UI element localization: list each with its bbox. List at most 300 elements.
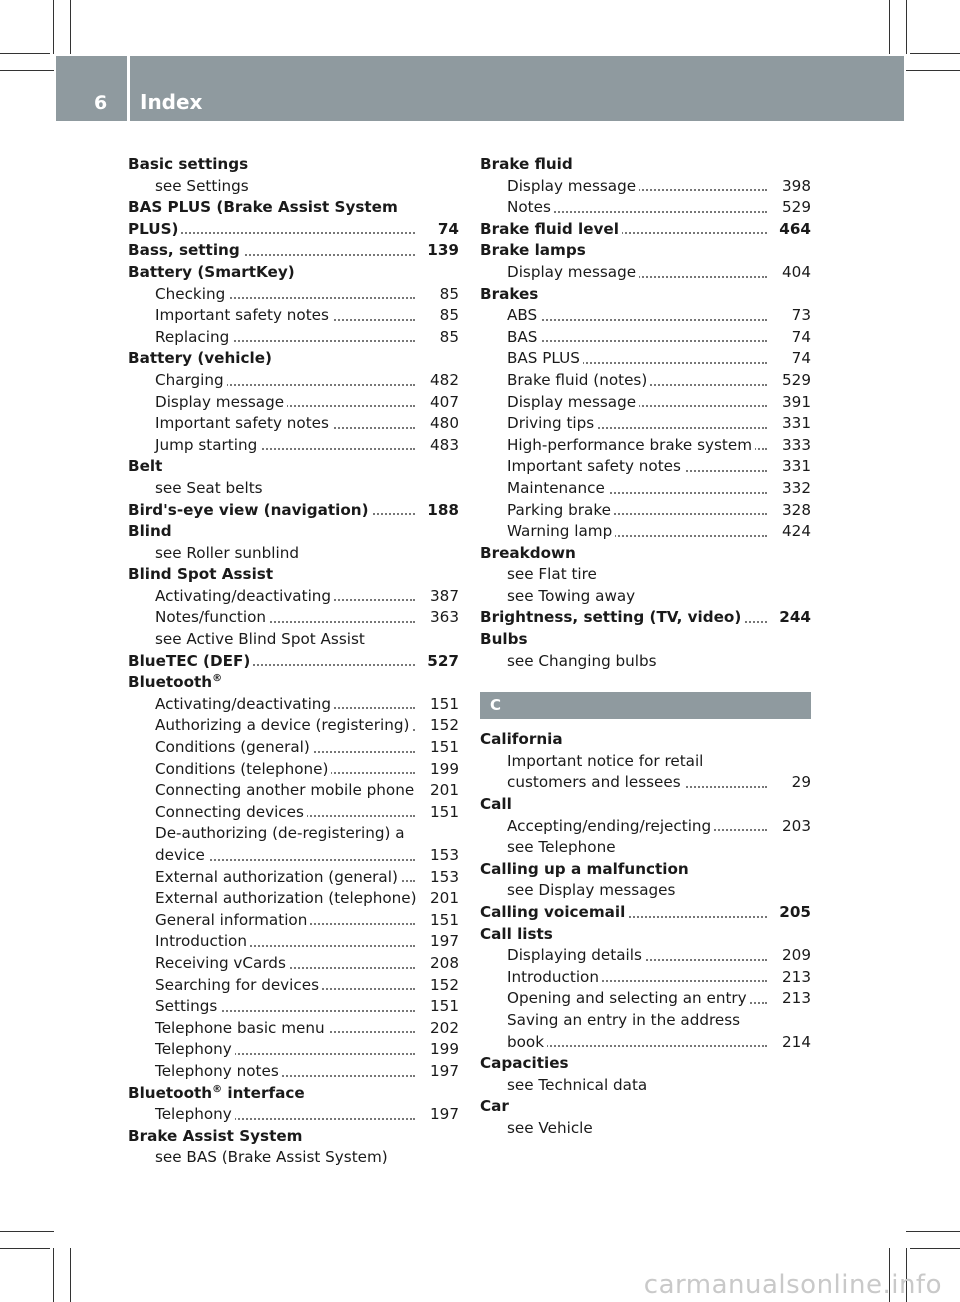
- crop-mark: [906, 70, 960, 71]
- entry-label: PLUS): [128, 219, 179, 238]
- index-subentry: [128, 759, 459, 781]
- entry-label: Brake fluid: [480, 155, 573, 173]
- entry-label: Connecting devices: [155, 802, 304, 821]
- index-subentry: [128, 802, 459, 824]
- section-letter-bar: C: [480, 692, 811, 719]
- page-number: 6: [94, 92, 108, 114]
- entry-text: [507, 946, 645, 964]
- watermark: carmanualsonline.info: [643, 1270, 942, 1300]
- entry-label: Battery (SmartKey): [128, 262, 295, 281]
- entry-label: Settings: [155, 997, 218, 1016]
- page-ref: 391: [779, 392, 811, 414]
- page-ref: 407: [427, 392, 459, 414]
- entry-label: Bluetooth: [128, 673, 213, 692]
- page-ref: 332: [779, 478, 811, 500]
- page-ref: 529: [779, 197, 811, 219]
- entry-label: BlueTEC (DEF): [128, 651, 251, 670]
- index-subentry: [128, 888, 459, 910]
- entry-label: De-authorizing (de-registering) a: [155, 824, 405, 843]
- entry-text: [507, 1011, 740, 1029]
- entry-label: customers and lessees: [507, 773, 681, 792]
- page-ref: 203: [779, 816, 811, 838]
- entry-label: Call lists: [480, 924, 553, 943]
- entry-label: Calling up a malfunction: [480, 859, 689, 878]
- entry-text: [155, 976, 322, 994]
- page-ref: 85: [437, 327, 459, 349]
- entry-text: [155, 846, 208, 864]
- index-subentry: [128, 1018, 459, 1040]
- entry-text: [507, 1033, 547, 1051]
- index-subentry: [480, 521, 811, 543]
- crop-mark: [53, 0, 54, 54]
- entry-text: [155, 1105, 235, 1123]
- entry-text: [155, 997, 220, 1015]
- index-subentry: [128, 1061, 459, 1083]
- entry-text: [128, 155, 248, 173]
- index-heading: [480, 924, 811, 946]
- index-subentry: [480, 327, 811, 349]
- entry-label: Brake lamps: [480, 241, 586, 260]
- page-ref: 74: [435, 219, 459, 241]
- entry-text: [507, 371, 650, 389]
- entry-label: Receiving vCards: [155, 953, 286, 972]
- page-ref: 404: [779, 262, 811, 284]
- entry-label: see Vehicle: [507, 1118, 593, 1137]
- entry-text: [507, 501, 614, 519]
- entry-text: [155, 932, 250, 950]
- page-ref: 209: [779, 945, 811, 967]
- index-subentry: [128, 478, 459, 500]
- entry-text: [128, 198, 398, 216]
- page-ref: 73: [789, 305, 811, 327]
- entry-text: [480, 285, 538, 303]
- entry-text: [507, 565, 597, 583]
- entry-label: Warning lamp: [507, 522, 613, 541]
- page-ref: 387: [427, 586, 459, 608]
- entry-label: Display message: [507, 262, 637, 281]
- entry-text: [128, 349, 272, 367]
- index-subentry: [128, 1039, 459, 1061]
- entry-text: [128, 263, 295, 281]
- page-ref: 151: [427, 802, 459, 824]
- index-subentry: [128, 607, 459, 629]
- entry-text: [507, 436, 755, 454]
- entry-text: [155, 371, 227, 389]
- index-subentry: [128, 370, 459, 392]
- page-ref: 331: [779, 413, 811, 435]
- entry-label: Brake Assist System: [128, 1126, 303, 1145]
- entry-text: [507, 1119, 593, 1137]
- page-ref: 214: [779, 1032, 811, 1054]
- index-column-left: [128, 154, 459, 1169]
- entry-text: [507, 838, 616, 856]
- entry-text: [155, 436, 260, 454]
- entry-text: [507, 652, 657, 670]
- index-subentry: [480, 564, 811, 586]
- entry-text: [155, 889, 420, 907]
- page-ref: 483: [427, 435, 459, 457]
- entry-text: [507, 522, 615, 540]
- entry-label: Telephony: [155, 1040, 232, 1059]
- entry-label: External authorization (general): [155, 867, 398, 886]
- page-ref: 152: [427, 975, 459, 997]
- index-heading: [480, 154, 811, 176]
- index-subentry: [128, 435, 459, 457]
- index-subentry: [128, 931, 459, 953]
- entry-text: [507, 587, 635, 605]
- entry-text: [155, 414, 332, 432]
- index-heading: [128, 240, 459, 262]
- entry-label: Conditions (telephone): [155, 759, 329, 778]
- crop-mark: [70, 0, 71, 54]
- entry-text: [155, 760, 331, 778]
- crop-mark: [70, 1248, 71, 1302]
- entry-text: [507, 752, 703, 770]
- page-ref: 85: [437, 284, 459, 306]
- page-ref: 333: [779, 435, 811, 457]
- entry-text: [507, 306, 540, 324]
- entry-text: [155, 544, 299, 562]
- entry-text: [480, 155, 573, 173]
- index-subentry: [128, 953, 459, 975]
- entry-label: Battery (vehicle): [128, 349, 272, 368]
- index-heading: [480, 284, 811, 306]
- index-subentry: [128, 694, 459, 716]
- entry-text: [507, 349, 583, 367]
- entry-label: Belt: [128, 457, 163, 476]
- entry-label: Call: [480, 795, 512, 814]
- page-ref: 151: [427, 910, 459, 932]
- entry-label: see Display messages: [507, 881, 676, 900]
- page-ref: 199: [427, 1039, 459, 1061]
- index-subentry: [480, 435, 811, 457]
- entry-label: High-performance brake system: [507, 435, 753, 454]
- index-subentry: [128, 1104, 459, 1126]
- page-ref: 424: [779, 521, 811, 543]
- entry-text: [155, 1019, 328, 1037]
- page-title: Index: [140, 90, 203, 114]
- entry-text: [128, 220, 181, 238]
- index-heading: [128, 154, 459, 176]
- entry-label: Brightness, setting (TV, video): [480, 608, 742, 627]
- entry-label: see Roller sunblind: [155, 543, 299, 562]
- entry-label: Important notice for retail: [507, 751, 704, 770]
- page-ref: 74: [789, 327, 811, 349]
- entry-label: see Telephone: [507, 838, 616, 857]
- index-heading: [480, 859, 811, 881]
- crop-mark: [906, 1231, 960, 1232]
- index-subentry: [480, 651, 811, 673]
- entry-label: Display message: [507, 392, 637, 411]
- entry-text: [480, 795, 512, 813]
- index-subentry: [128, 845, 459, 867]
- index-subentry: [128, 823, 459, 845]
- entry-text: [155, 1062, 282, 1080]
- entry-text: [155, 824, 405, 842]
- entry-label: Bass, setting: [128, 241, 240, 260]
- index-subentry: [480, 1118, 811, 1140]
- index-subentry: [480, 348, 811, 370]
- index-heading: [128, 262, 459, 284]
- entry-text: [128, 501, 372, 519]
- entry-text: [507, 263, 639, 281]
- entry-label: Telephony notes: [155, 1061, 279, 1080]
- index-subentry: [480, 478, 811, 500]
- entry-label: Car: [480, 1097, 509, 1116]
- entry-label: Brake fluid (notes): [507, 370, 648, 389]
- index-subentry: [480, 1075, 811, 1097]
- index-subentry: [480, 772, 811, 794]
- entry-text: [155, 479, 263, 497]
- entry-label: Introduction: [155, 932, 247, 951]
- entry-label: see Flat tire: [507, 565, 597, 584]
- index-column-right: [480, 154, 811, 1140]
- entry-label: Important safety notes: [507, 457, 681, 476]
- index-subentry: [480, 176, 811, 198]
- entry-text: [155, 911, 310, 929]
- index-subentry: [480, 988, 811, 1010]
- index-heading: [128, 219, 459, 241]
- page-ref: 208: [427, 953, 459, 975]
- entry-text: [155, 306, 332, 324]
- index-subentry: [480, 1010, 811, 1032]
- index-subentry: [480, 1032, 811, 1054]
- entry-text: [507, 817, 714, 835]
- index-subentry: [480, 197, 811, 219]
- entry-text: [507, 479, 608, 497]
- page-ref: 139: [424, 240, 459, 262]
- entry-label: External authorization (telephone): [155, 889, 417, 908]
- entry-text: [507, 881, 675, 899]
- page-ref: 197: [427, 931, 459, 953]
- page-ref: 398: [779, 176, 811, 198]
- index-heading: [480, 543, 811, 565]
- page-ref: 202: [427, 1018, 459, 1040]
- index-subentry: [128, 910, 459, 932]
- entry-text: [155, 608, 269, 626]
- index-subentry: [480, 945, 811, 967]
- index-subentry: [128, 1147, 459, 1169]
- page-ref: 152: [427, 715, 459, 737]
- page-ref: 331: [779, 456, 811, 478]
- entry-text: [507, 177, 639, 195]
- entry-label: see Technical data: [507, 1075, 648, 1094]
- entry-label: Maintenance: [507, 478, 605, 497]
- index-heading: [128, 651, 459, 673]
- entry-label: Important safety notes: [155, 414, 329, 433]
- entry-label: Accepting/ending/rejecting: [507, 816, 712, 835]
- entry-label: Replacing: [155, 327, 230, 346]
- index-subentry: [480, 413, 811, 435]
- entry-label: Display message: [507, 176, 637, 195]
- entry-text: [480, 925, 553, 943]
- entry-text: [507, 414, 597, 432]
- index-heading: [480, 607, 811, 629]
- index-heading: [128, 456, 459, 478]
- entry-text: [155, 630, 365, 648]
- entry-text: [155, 738, 313, 756]
- index-heading: [128, 1126, 459, 1148]
- entry-label: Calling voicemail: [480, 903, 626, 921]
- entry-text: [128, 652, 253, 670]
- entry-text: [480, 1054, 569, 1072]
- page-ref: 482: [427, 370, 459, 392]
- entry-text: [507, 198, 554, 216]
- index-subentry: [480, 262, 811, 284]
- entry-text: [507, 773, 684, 791]
- entry-text: [155, 587, 334, 605]
- page-ref: 213: [779, 988, 811, 1010]
- entry-text: [155, 177, 249, 195]
- index-subentry: [480, 586, 811, 608]
- entry-label: Telephone basic menu: [155, 1018, 325, 1037]
- registered-mark: ®: [212, 1083, 223, 1095]
- index-subentry: [128, 996, 459, 1018]
- index-subentry: [480, 967, 811, 989]
- header-divider: [127, 56, 130, 121]
- entry-text: [480, 860, 689, 878]
- index-subentry: [128, 975, 459, 997]
- crop-mark: [0, 53, 50, 54]
- entry-text: [128, 457, 162, 475]
- index-heading: [480, 1053, 811, 1075]
- entry-text: [480, 903, 628, 921]
- page-ref: 328: [779, 500, 811, 522]
- index-subentry: [480, 880, 811, 902]
- entry-text: [128, 1084, 305, 1102]
- index-heading: [128, 672, 459, 694]
- index-subentry: [128, 327, 459, 349]
- entry-label: device: [155, 846, 205, 864]
- entry-label: Jump starting: [155, 435, 258, 454]
- entry-text: [155, 393, 287, 411]
- entry-label: Searching for devices: [155, 975, 319, 994]
- entry-label: Bulbs: [480, 630, 528, 649]
- entry-label: Notes/function: [155, 608, 267, 627]
- index-subentry: [128, 392, 459, 414]
- page-ref: 201: [427, 888, 459, 910]
- index-subentry: [480, 392, 811, 414]
- entry-text: [155, 1040, 235, 1058]
- entry-text: [507, 457, 684, 475]
- index-subentry: [480, 456, 811, 478]
- crop-mark: [53, 1248, 54, 1302]
- index-heading: [480, 794, 811, 816]
- page-ref: 29: [789, 772, 811, 794]
- index-subentry: [128, 413, 459, 435]
- index-heading: [480, 240, 811, 262]
- page-ref: 201: [427, 780, 459, 802]
- page-ref: 464: [776, 219, 811, 241]
- index-heading: [480, 219, 811, 241]
- index-subentry: [128, 715, 459, 737]
- page-ref: 188: [424, 500, 459, 522]
- entry-text: [480, 220, 622, 238]
- entry-label: Connecting another mobile phone: [155, 781, 415, 800]
- page-ref: 151: [427, 694, 459, 716]
- entry-label: California: [480, 730, 563, 749]
- entry-text: [480, 630, 528, 648]
- page-ref: 74: [789, 348, 811, 370]
- index-heading: [480, 629, 811, 651]
- entry-label: Activating/deactivating: [155, 586, 332, 605]
- index-subentry: [480, 837, 811, 859]
- entry-label: Saving an entry in the address: [507, 1010, 741, 1029]
- entry-text: [480, 730, 563, 748]
- entry-text: [480, 241, 586, 259]
- index-subentry: [128, 176, 459, 198]
- entry-text: [155, 1148, 388, 1166]
- entry-label: Bird's-eye view (navigation): [128, 500, 369, 519]
- page-ref: 151: [427, 737, 459, 759]
- index-heading: [128, 1083, 459, 1105]
- entry-label: see BAS (Brake Assist System): [155, 1148, 388, 1167]
- entry-text: [155, 803, 307, 821]
- page-ref: 199: [427, 759, 459, 781]
- crop-mark: [0, 1231, 54, 1232]
- index-subentry: [128, 543, 459, 565]
- entry-label: Display message: [155, 392, 285, 411]
- index-subentry: [480, 370, 811, 392]
- entry-label: see Towing away: [507, 586, 636, 605]
- crop-mark: [0, 1248, 50, 1249]
- page-ref: 153: [427, 845, 459, 867]
- page-ref: 85: [437, 305, 459, 327]
- index-heading: [128, 521, 459, 543]
- index-subentry: [128, 867, 459, 889]
- entry-text: [155, 868, 401, 886]
- index-subentry: [128, 737, 459, 759]
- entry-text: [155, 954, 289, 972]
- crop-mark: [0, 70, 54, 71]
- entry-label: Telephony: [155, 1105, 232, 1124]
- crop-mark: [906, 0, 907, 54]
- entry-text: [480, 544, 576, 562]
- entry-label: see Settings: [155, 176, 249, 195]
- page-ref: 197: [427, 1104, 459, 1126]
- entry-label: Authorizing a device (registering): [155, 716, 410, 735]
- index-heading: [128, 197, 459, 219]
- entry-text: [507, 1076, 647, 1094]
- entry-text: [155, 716, 412, 734]
- entry-label: see Active Blind Spot Assist: [155, 630, 365, 649]
- page-ref: 205: [776, 902, 811, 924]
- page-ref: 527: [424, 651, 459, 673]
- entry-label: ABS: [507, 306, 538, 325]
- entry-text: [128, 673, 222, 691]
- entry-label: Capacities: [480, 1054, 569, 1073]
- entry-label: Basic settings: [128, 155, 249, 173]
- entry-label: Opening and selecting an entry: [507, 989, 747, 1008]
- entry-label: Blind Spot Assist: [128, 565, 274, 584]
- index-heading: [128, 500, 459, 522]
- index-subentry: [480, 500, 811, 522]
- page-ref: 197: [427, 1061, 459, 1083]
- entry-label: Activating/deactivating: [155, 694, 332, 713]
- index-heading: [480, 729, 811, 751]
- entry-label: Charging: [155, 370, 224, 389]
- index-subentry: [128, 629, 459, 651]
- page-ref: 244: [776, 607, 811, 629]
- page-ref: 363: [427, 607, 459, 629]
- entry-label: Displaying details: [507, 946, 642, 965]
- page-ref: 480: [427, 413, 459, 435]
- entry-label: General information: [155, 910, 308, 929]
- entry-text: [480, 608, 744, 626]
- entry-text: [155, 328, 232, 346]
- registered-mark: ®: [212, 673, 223, 685]
- index-subentry: [128, 780, 459, 802]
